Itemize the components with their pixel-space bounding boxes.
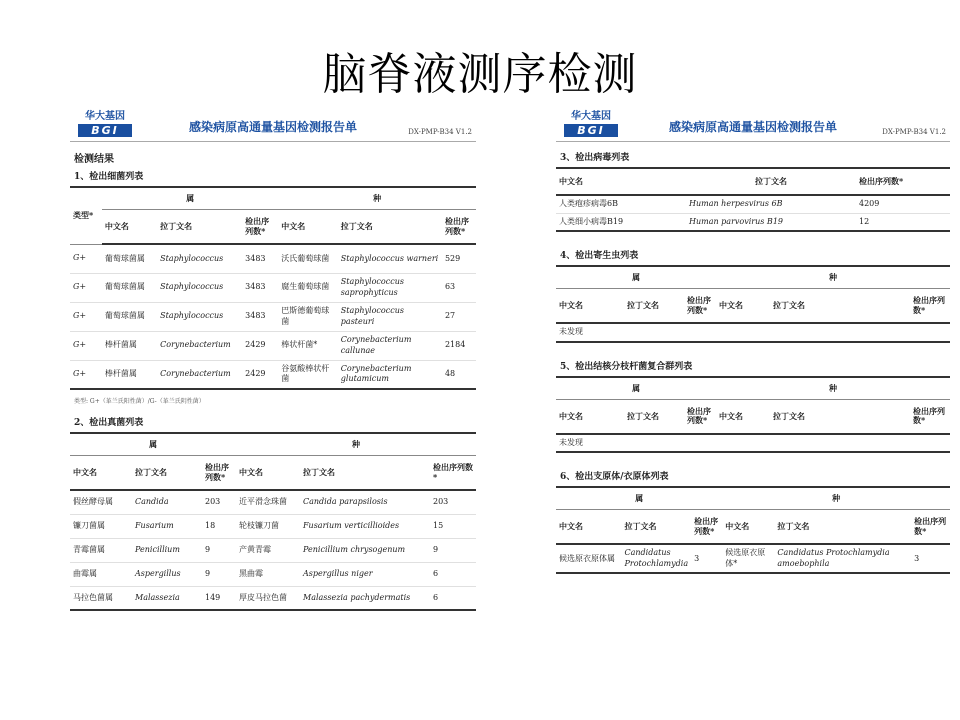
col-latin-header: 拉丁文名	[624, 399, 684, 434]
species-reads-cell: 529	[442, 244, 476, 273]
virus-reads-cell: 12	[856, 213, 950, 231]
species-latin-cell: Staphylococcus pasteuri	[338, 302, 442, 331]
table-row	[556, 434, 950, 452]
species-reads-cell: 27	[442, 302, 476, 331]
col-latin-header: 拉丁文名	[338, 210, 442, 245]
species-latin-cell: Candidatus Protochlamydia amoebophila	[774, 544, 911, 573]
report-header	[556, 108, 950, 142]
table-row	[70, 244, 476, 273]
species-reads-cell: 3	[911, 544, 950, 573]
genus-cn-cell: 马拉色菌属	[70, 586, 132, 610]
report-code: DX-PMP-B34 V1.2	[882, 128, 946, 136]
species-header: 种	[278, 187, 476, 210]
col-reads-header: 检出序列数*	[910, 399, 950, 434]
report-page-right	[556, 108, 950, 680]
type-cell: G+	[70, 273, 102, 302]
empty-cell: 未发现	[556, 323, 950, 341]
empty-cell: 未发现	[556, 434, 950, 452]
logo-cn-text: 华大基因	[571, 111, 611, 122]
col-cn-header: 中文名	[716, 289, 770, 324]
genus-header: 属	[556, 487, 722, 510]
genus-latin-cell: Fusarium	[132, 514, 202, 538]
genus-cn-cell: 葡萄球菌属	[102, 244, 157, 273]
genus-latin-cell: Aspergillus	[132, 562, 202, 586]
species-latin-cell: Aspergillus niger	[300, 562, 430, 586]
species-latin-cell: Corynebacterium callunae	[338, 331, 442, 360]
type-cell: G+	[70, 331, 102, 360]
col-latin-header: 拉丁文名	[157, 210, 242, 245]
col-cn-header: 中文名	[556, 510, 622, 545]
col-latin-header: 拉丁文名	[624, 289, 684, 324]
genus-cn-cell: 葡萄球菌属	[102, 273, 157, 302]
type-cell: G+	[70, 244, 102, 273]
species-cn-cell: 腐生葡萄球菌	[278, 273, 338, 302]
genus-cn-cell: 青霉菌属	[70, 538, 132, 562]
col-latin-header: 拉丁文名	[770, 399, 910, 434]
species-cn-cell: 厚皮马拉色菌	[236, 586, 300, 610]
virus-latin-cell: Human herpesvirus 6B	[686, 195, 856, 213]
report-title: 感染病原高通量基因检测报告单	[668, 120, 837, 134]
fungi-heading: 2、检出真菌列表	[74, 418, 144, 429]
slide-title: 脑脊液测序检测	[322, 49, 638, 100]
tb-heading: 5、检出结核分枝杆菌复合群列表	[560, 361, 693, 372]
col-reads-header: 检出序列数*	[856, 168, 950, 195]
logo-en-text: BGI	[564, 124, 618, 137]
table-row	[70, 538, 476, 562]
virus-reads-cell: 4209	[856, 195, 950, 213]
col-cn-header: 中文名	[716, 399, 770, 434]
col-latin-header: 拉丁文名	[686, 168, 856, 195]
results-heading: 检测结果	[74, 154, 114, 165]
genus-cn-cell: 曲霉属	[70, 562, 132, 586]
species-reads-cell: 6	[430, 586, 476, 610]
parasite-table	[556, 265, 950, 343]
genus-latin-cell: Candida	[132, 490, 202, 514]
genus-reads-cell: 2429	[242, 331, 278, 360]
genus-latin-cell: Candidatus Protochlamydia	[622, 544, 692, 573]
table-row	[556, 323, 950, 341]
genus-reads-cell: 203	[202, 490, 236, 514]
genus-header: 属	[70, 433, 236, 456]
report-header	[70, 108, 476, 142]
col-reads-header: 检出序列数*	[242, 210, 278, 245]
genus-latin-cell: Corynebacterium	[157, 360, 242, 389]
col-latin-header: 拉丁文名	[132, 456, 202, 491]
genus-reads-cell: 149	[202, 586, 236, 610]
report-title: 感染病原高通量基因检测报告单	[188, 120, 357, 134]
col-reads-header: 检出序列数*	[911, 510, 950, 545]
species-cn-cell: 候选原衣原体*	[722, 544, 774, 573]
col-cn-header: 中文名	[102, 210, 157, 245]
genus-header: 属	[102, 187, 278, 210]
tb-table	[556, 376, 950, 454]
parasite-section	[556, 248, 950, 343]
mycoplasma-section	[556, 469, 950, 574]
genus-reads-cell: 3483	[242, 302, 278, 331]
genus-reads-cell: 2429	[242, 360, 278, 389]
col-reads-header: 检出序列数*	[442, 210, 476, 245]
logo-cn-text: 华大基因	[85, 111, 125, 122]
species-header: 种	[236, 433, 476, 456]
col-latin-header: 拉丁文名	[622, 510, 692, 545]
genus-latin-cell: Staphylococcus	[157, 302, 242, 331]
virus-table	[556, 167, 950, 232]
virus-latin-cell: Human parvovirus B19	[686, 213, 856, 231]
table-row	[70, 514, 476, 538]
species-latin-cell: Staphylococcus warneri	[338, 244, 442, 273]
type-cell: G+	[70, 360, 102, 389]
genus-cn-cell: 葡萄球菌属	[102, 302, 157, 331]
species-header: 种	[722, 487, 950, 510]
genus-cn-cell: 假丝酵母属	[70, 490, 132, 514]
col-cn-header: 中文名	[722, 510, 774, 545]
species-cn-cell: 巴斯德葡萄球菌	[278, 302, 338, 331]
report-page-left	[70, 108, 476, 664]
table-row	[70, 490, 476, 514]
logo-en-text: BGI	[78, 124, 132, 137]
col-cn-header: 中文名	[236, 456, 300, 491]
col-reads-header: 检出序列数*	[202, 456, 236, 491]
species-cn-cell: 轮枝镰刀菌	[236, 514, 300, 538]
genus-latin-cell: Staphylococcus	[157, 273, 242, 302]
col-cn-header: 中文名	[278, 210, 338, 245]
species-reads-cell: 48	[442, 360, 476, 389]
genus-cn-cell: 棒杆菌属	[102, 331, 157, 360]
col-latin-header: 拉丁文名	[300, 456, 430, 491]
species-cn-cell: 产黄青霉	[236, 538, 300, 562]
virus-cn-cell: 人类疱疹病毒6B	[556, 195, 686, 213]
table-row	[70, 586, 476, 610]
species-cn-cell: 近平滑念珠菌	[236, 490, 300, 514]
genus-reads-cell: 3483	[242, 244, 278, 273]
genus-reads-cell: 9	[202, 538, 236, 562]
fungi-table	[70, 432, 476, 611]
genus-reads-cell: 18	[202, 514, 236, 538]
col-cn-header: 中文名	[556, 289, 624, 324]
species-cn-cell: 棒状杆菌*	[278, 331, 338, 360]
col-cn-header: 中文名	[556, 168, 686, 195]
col-reads-header: 检出序列数*	[430, 456, 476, 491]
species-latin-cell: Fusarium verticillioides	[300, 514, 430, 538]
bacteria-table	[70, 186, 476, 390]
species-cn-cell: 沃氏葡萄球菌	[278, 244, 338, 273]
species-latin-cell: Penicillium chrysogenum	[300, 538, 430, 562]
genus-latin-cell: Penicillium	[132, 538, 202, 562]
genus-cn-cell: 候选原衣原体属	[556, 544, 622, 573]
genus-latin-cell: Corynebacterium	[157, 331, 242, 360]
table-row	[70, 360, 476, 389]
col-latin-header: 拉丁文名	[774, 510, 911, 545]
col-latin-header: 拉丁文名	[770, 289, 910, 324]
table-row	[556, 544, 950, 573]
mycoplasma-table	[556, 486, 950, 574]
species-latin-cell: Candida parapsilosis	[300, 490, 430, 514]
parasite-heading: 4、检出寄生虫列表	[560, 251, 639, 261]
table-row	[70, 562, 476, 586]
col-cn-header: 中文名	[556, 399, 624, 434]
species-reads-cell: 9	[430, 538, 476, 562]
genus-reads-cell: 9	[202, 562, 236, 586]
col-reads-header: 检出序列数*	[691, 510, 722, 545]
mycoplasma-heading: 6、检出支原体/衣原体列表	[560, 472, 669, 483]
species-reads-cell: 203	[430, 490, 476, 514]
genus-latin-cell: Malassezia	[132, 586, 202, 610]
species-reads-cell: 2184	[442, 331, 476, 360]
genus-header: 属	[556, 377, 716, 400]
species-latin-cell: Staphylococcus saprophyticus	[338, 273, 442, 302]
table-row	[556, 195, 950, 213]
tb-section	[556, 359, 950, 454]
species-reads-cell: 63	[442, 273, 476, 302]
col-reads-header: 检出序列数*	[910, 289, 950, 324]
col-reads-header: 检出序列数*	[684, 399, 716, 434]
genus-cn-cell: 镰刀菌属	[70, 514, 132, 538]
table-row	[70, 273, 476, 302]
virus-heading: 3、检出病毒列表	[560, 153, 630, 163]
species-header: 种	[716, 377, 950, 400]
genus-cn-cell: 棒杆菌属	[102, 360, 157, 389]
genus-header: 属	[556, 266, 716, 289]
report-code: DX-PMP-B34 V1.2	[408, 128, 472, 136]
species-latin-cell: Malassezia pachydermatis	[300, 586, 430, 610]
table-row	[556, 213, 950, 231]
species-latin-cell: Corynebacterium glutamicum	[338, 360, 442, 389]
col-reads-header: 检出序列数*	[684, 289, 716, 324]
species-cn-cell: 谷氨酸棒状杆菌	[278, 360, 338, 389]
species-reads-cell: 6	[430, 562, 476, 586]
genus-latin-cell: Staphylococcus	[157, 244, 242, 273]
bacteria-heading: 1、检出细菌列表	[74, 172, 144, 182]
species-header: 种	[716, 266, 950, 289]
virus-cn-cell: 人类细小病毒B19	[556, 213, 686, 231]
type-header: 类型*	[70, 187, 102, 244]
bacteria-footnote: 类型: G+（革兰氏阳性菌）/G-（革兰氏阴性菌）	[74, 398, 205, 406]
col-cn-header: 中文名	[70, 456, 132, 491]
genus-reads-cell: 3	[691, 544, 722, 573]
genus-reads-cell: 3483	[242, 273, 278, 302]
table-row	[70, 331, 476, 360]
species-cn-cell: 黑曲霉	[236, 562, 300, 586]
species-reads-cell: 15	[430, 514, 476, 538]
virus-section	[556, 150, 950, 232]
type-cell: G+	[70, 302, 102, 331]
table-row	[70, 302, 476, 331]
